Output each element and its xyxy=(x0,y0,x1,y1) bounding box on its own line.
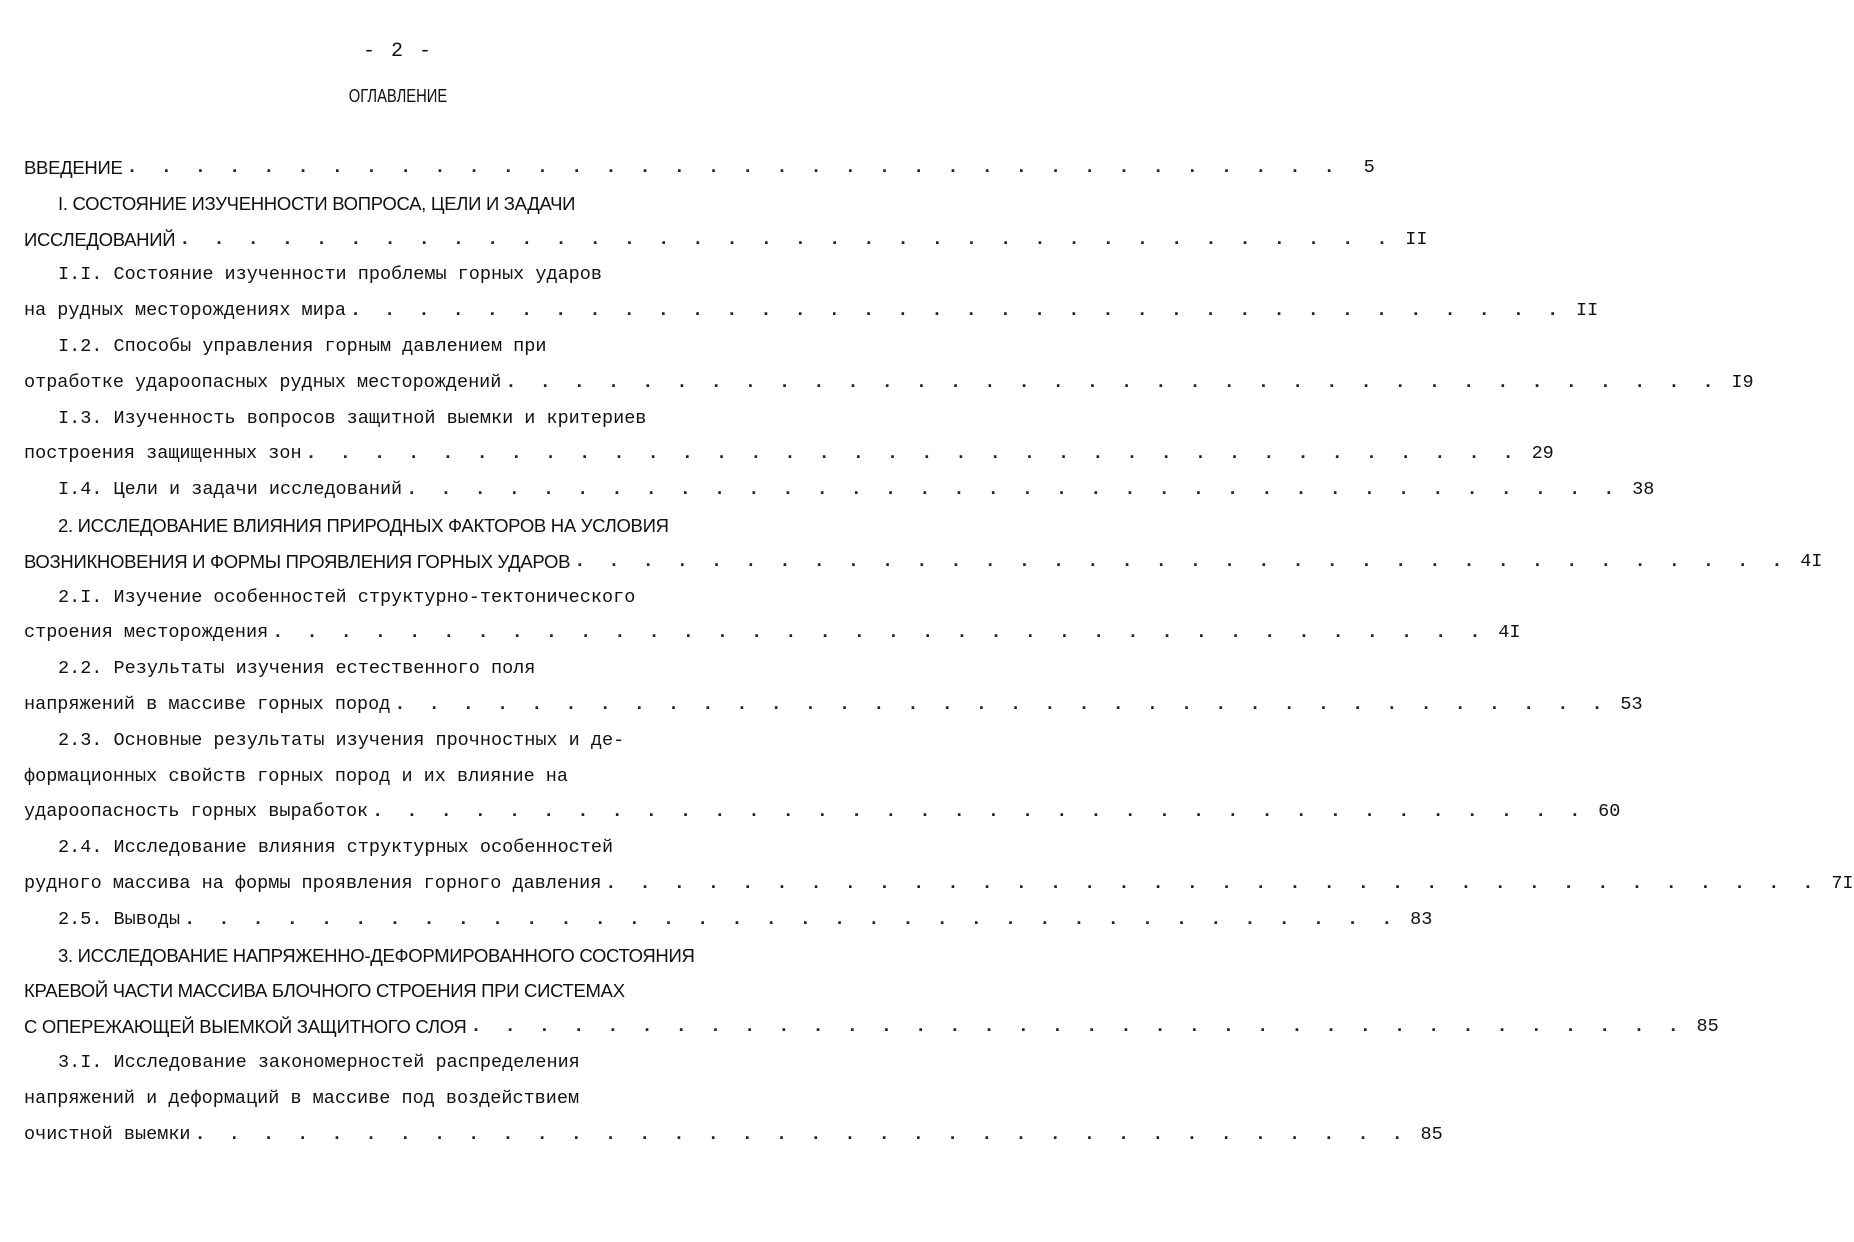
dot-leader: . . . . . . . . . . . . . . . . . . . . . . . . . . . . . . . . . . . . xyxy=(194,1123,1409,1145)
toc-entry xyxy=(24,866,1854,902)
toc-entry xyxy=(24,436,1554,472)
toc-entry-page: 83 xyxy=(1410,908,1433,930)
toc-entry-text: напряжений и деформаций в массиве под воздействием xyxy=(24,1087,580,1109)
toc-entry xyxy=(24,257,700,293)
toc-entry xyxy=(24,222,1428,258)
dot-leader: . . . . . . . . . . . . . . . . . . . . . . . . . . . . . . . . . . . . xyxy=(179,228,1394,250)
toc-entry xyxy=(24,329,700,365)
toc-entry xyxy=(24,472,1655,508)
toc-entry xyxy=(24,401,700,437)
toc-entry-text: I.4. Цели и задачи исследований xyxy=(58,479,403,501)
toc-entry-text: КРАЕВОЙ ЧАСТИ МАССИВА БЛОЧНОГО СТРОЕНИЯ ПРИ СИСТЕМАХ xyxy=(24,980,625,1002)
toc-entry xyxy=(24,1081,700,1117)
toc-entry-page: 85 xyxy=(1696,1016,1719,1038)
toc-entry-text: 2.2. Результаты изучения естественного поля xyxy=(58,658,536,680)
toc-entry-page: 7I xyxy=(1831,872,1854,894)
toc-entry xyxy=(24,580,700,616)
toc-entry xyxy=(24,651,700,687)
dot-leader: . . . . . . . . . . . . . . . . . . . . . . . . . . . . . . . . . . . . xyxy=(574,550,1789,572)
toc-entry-page: 4I xyxy=(1498,622,1521,644)
toc-entry-text: I.3. Изученность вопросов защитной выемки и критериев xyxy=(58,407,647,429)
toc-entry-text: ВВЕДЕНИЕ xyxy=(24,157,123,178)
toc-entry-page: 53 xyxy=(1620,693,1643,715)
toc-entry xyxy=(24,544,1823,580)
dot-leader: . . . . . . . . . . . . . . . . . . . . . . . . . . . . . . . . . . . . xyxy=(272,622,1487,644)
toc-entry-text: 2. ИССЛЕДОВАНИЕ ВЛИЯНИЯ ПРИРОДНЫХ ФАКТОРОВ НА УСЛОВИЯ xyxy=(58,514,669,536)
toc-entry-text: ВОЗНИКНОВЕНИЯ И ФОРМЫ ПРОЯВЛЕНИЯ ГОРНЫХ УДАРОВ xyxy=(24,550,571,572)
toc-entry-text: на рудных месторождениях мира xyxy=(24,300,346,322)
dot-leader: . . . . . . . . . . . . . . . . . . . . . . . . . . . . . . . . . . . . xyxy=(305,443,1520,465)
toc-entry xyxy=(24,973,700,1009)
toc-entry xyxy=(24,759,700,795)
toc-entry xyxy=(24,615,1521,651)
toc-entry xyxy=(24,830,700,866)
toc-entry-text: ИССЛЕДОВАНИЙ xyxy=(24,228,176,250)
toc-entry xyxy=(24,723,700,759)
toc-entry xyxy=(24,186,700,222)
toc-entry xyxy=(24,150,1375,186)
toc-entry-text: отработке удароопасных рудных месторождений xyxy=(24,371,502,393)
toc-entry-page: II xyxy=(1575,300,1599,322)
toc-entry-text: рудного массива на формы проявления горного давления xyxy=(24,872,602,894)
toc-entry xyxy=(24,1009,1719,1045)
toc-entry-text: 3.I. Исследование закономерностей распределения xyxy=(58,1051,580,1073)
toc-entry-text: 2.I. Изучение особенностей структурно-тектонического xyxy=(58,586,636,608)
toc-entry-text: 2.4. Исследование влияния структурных особенностей xyxy=(58,837,614,859)
toc-entry-page: I9 xyxy=(1731,371,1754,393)
toc-entry-text: формационных свойств горных пород и их влияние на xyxy=(24,765,568,787)
dot-leader: . . . . . . . . . . . . . . . . . . . . . . . . . . . . . . . . . . . . xyxy=(505,371,1720,393)
toc-entry-text: очистной выемки xyxy=(24,1123,191,1145)
toc-entry xyxy=(24,687,1643,723)
toc-entry-page: 85 xyxy=(1420,1123,1443,1145)
toc-entry xyxy=(24,902,1433,938)
toc-entry-text: построения защищенных зон xyxy=(24,443,302,465)
toc-entry xyxy=(24,794,1621,830)
toc-entry-text: напряжений в массиве горных пород xyxy=(24,693,391,715)
toc-entry xyxy=(24,938,700,974)
toc-entry-page: 29 xyxy=(1531,443,1554,465)
dot-leader: . . . . . . . . . . . . . . . . . . . . . . . . . . . . . . . . . . . . xyxy=(605,872,1820,894)
toc-entry-text: I.I. Состояние изученности проблемы горных ударов xyxy=(58,264,602,286)
toc-entry xyxy=(24,365,1754,401)
dot-leader: . . . . . . . . . . . . . . . . . . . . . . . . . . . . . . . . . . . . xyxy=(406,479,1621,501)
toc-entry xyxy=(24,508,700,544)
dot-leader: . . . . . . . . . . . . . . . . . . . . . . . . . . . . . . . . . . . . xyxy=(372,801,1587,823)
toc-entry xyxy=(24,1045,700,1081)
toc-title: ОГЛАВЛЕНИЕ xyxy=(348,86,448,106)
toc-entry-page: 5 xyxy=(1363,157,1375,178)
page-number: - 2 - xyxy=(362,40,433,63)
dot-leader: . . . . . . . . . . . . . . . . . . . . . . . . . . . . . . . . . . . . xyxy=(470,1016,1685,1038)
toc-entry xyxy=(24,293,1599,329)
toc-entry-page: 4I xyxy=(1800,550,1823,572)
toc-entry-page: 60 xyxy=(1598,801,1621,823)
toc-entry-text: 3. ИССЛЕДОВАНИЕ НАПРЯЖЕННО-ДЕФОРМИРОВАННОГО СОСТОЯНИЯ xyxy=(58,944,695,966)
dot-leader: . . . . . . . . . . . . . . . . . . . . . . . . . . . . . . . . . . . . xyxy=(349,300,1565,322)
toc-entry-text: удароопасность горных выработок xyxy=(24,801,369,823)
table-of-contents xyxy=(24,150,1854,1152)
toc-entry-text: 2.5. Выводы xyxy=(58,908,181,930)
dot-leader: . . . . . . . . . . . . . . . . . . . . . . . . . . . . . . . . . . . . xyxy=(126,157,1341,178)
toc-entry xyxy=(24,1117,1443,1153)
toc-entry-page: II xyxy=(1405,228,1428,250)
dot-leader: . . . . . . . . . . . . . . . . . . . . . . . . . . . . . . . . . . . . xyxy=(394,693,1609,715)
toc-entry-text: I. СОСТОЯНИЕ ИЗУЧЕННОСТИ ВОПРОСА, ЦЕЛИ И ЗАДАЧИ xyxy=(58,192,576,214)
toc-entry-text: С ОПЕРЕЖАЮЩЕЙ ВЫЕМКОЙ ЗАЩИТНОГО СЛОЯ xyxy=(24,1016,467,1038)
toc-entry-page: 38 xyxy=(1632,479,1655,501)
dot-leader: . . . . . . . . . . . . . . . . . . . . . . . . . . . . . . . . . . . . xyxy=(184,908,1399,930)
toc-entry-text: I.2. Способы управления горным давлением при xyxy=(58,335,547,357)
toc-entry-text: 2.3. Основные результаты изучения прочностных и де- xyxy=(58,729,625,751)
toc-entry-text: строения месторождения xyxy=(24,622,269,644)
